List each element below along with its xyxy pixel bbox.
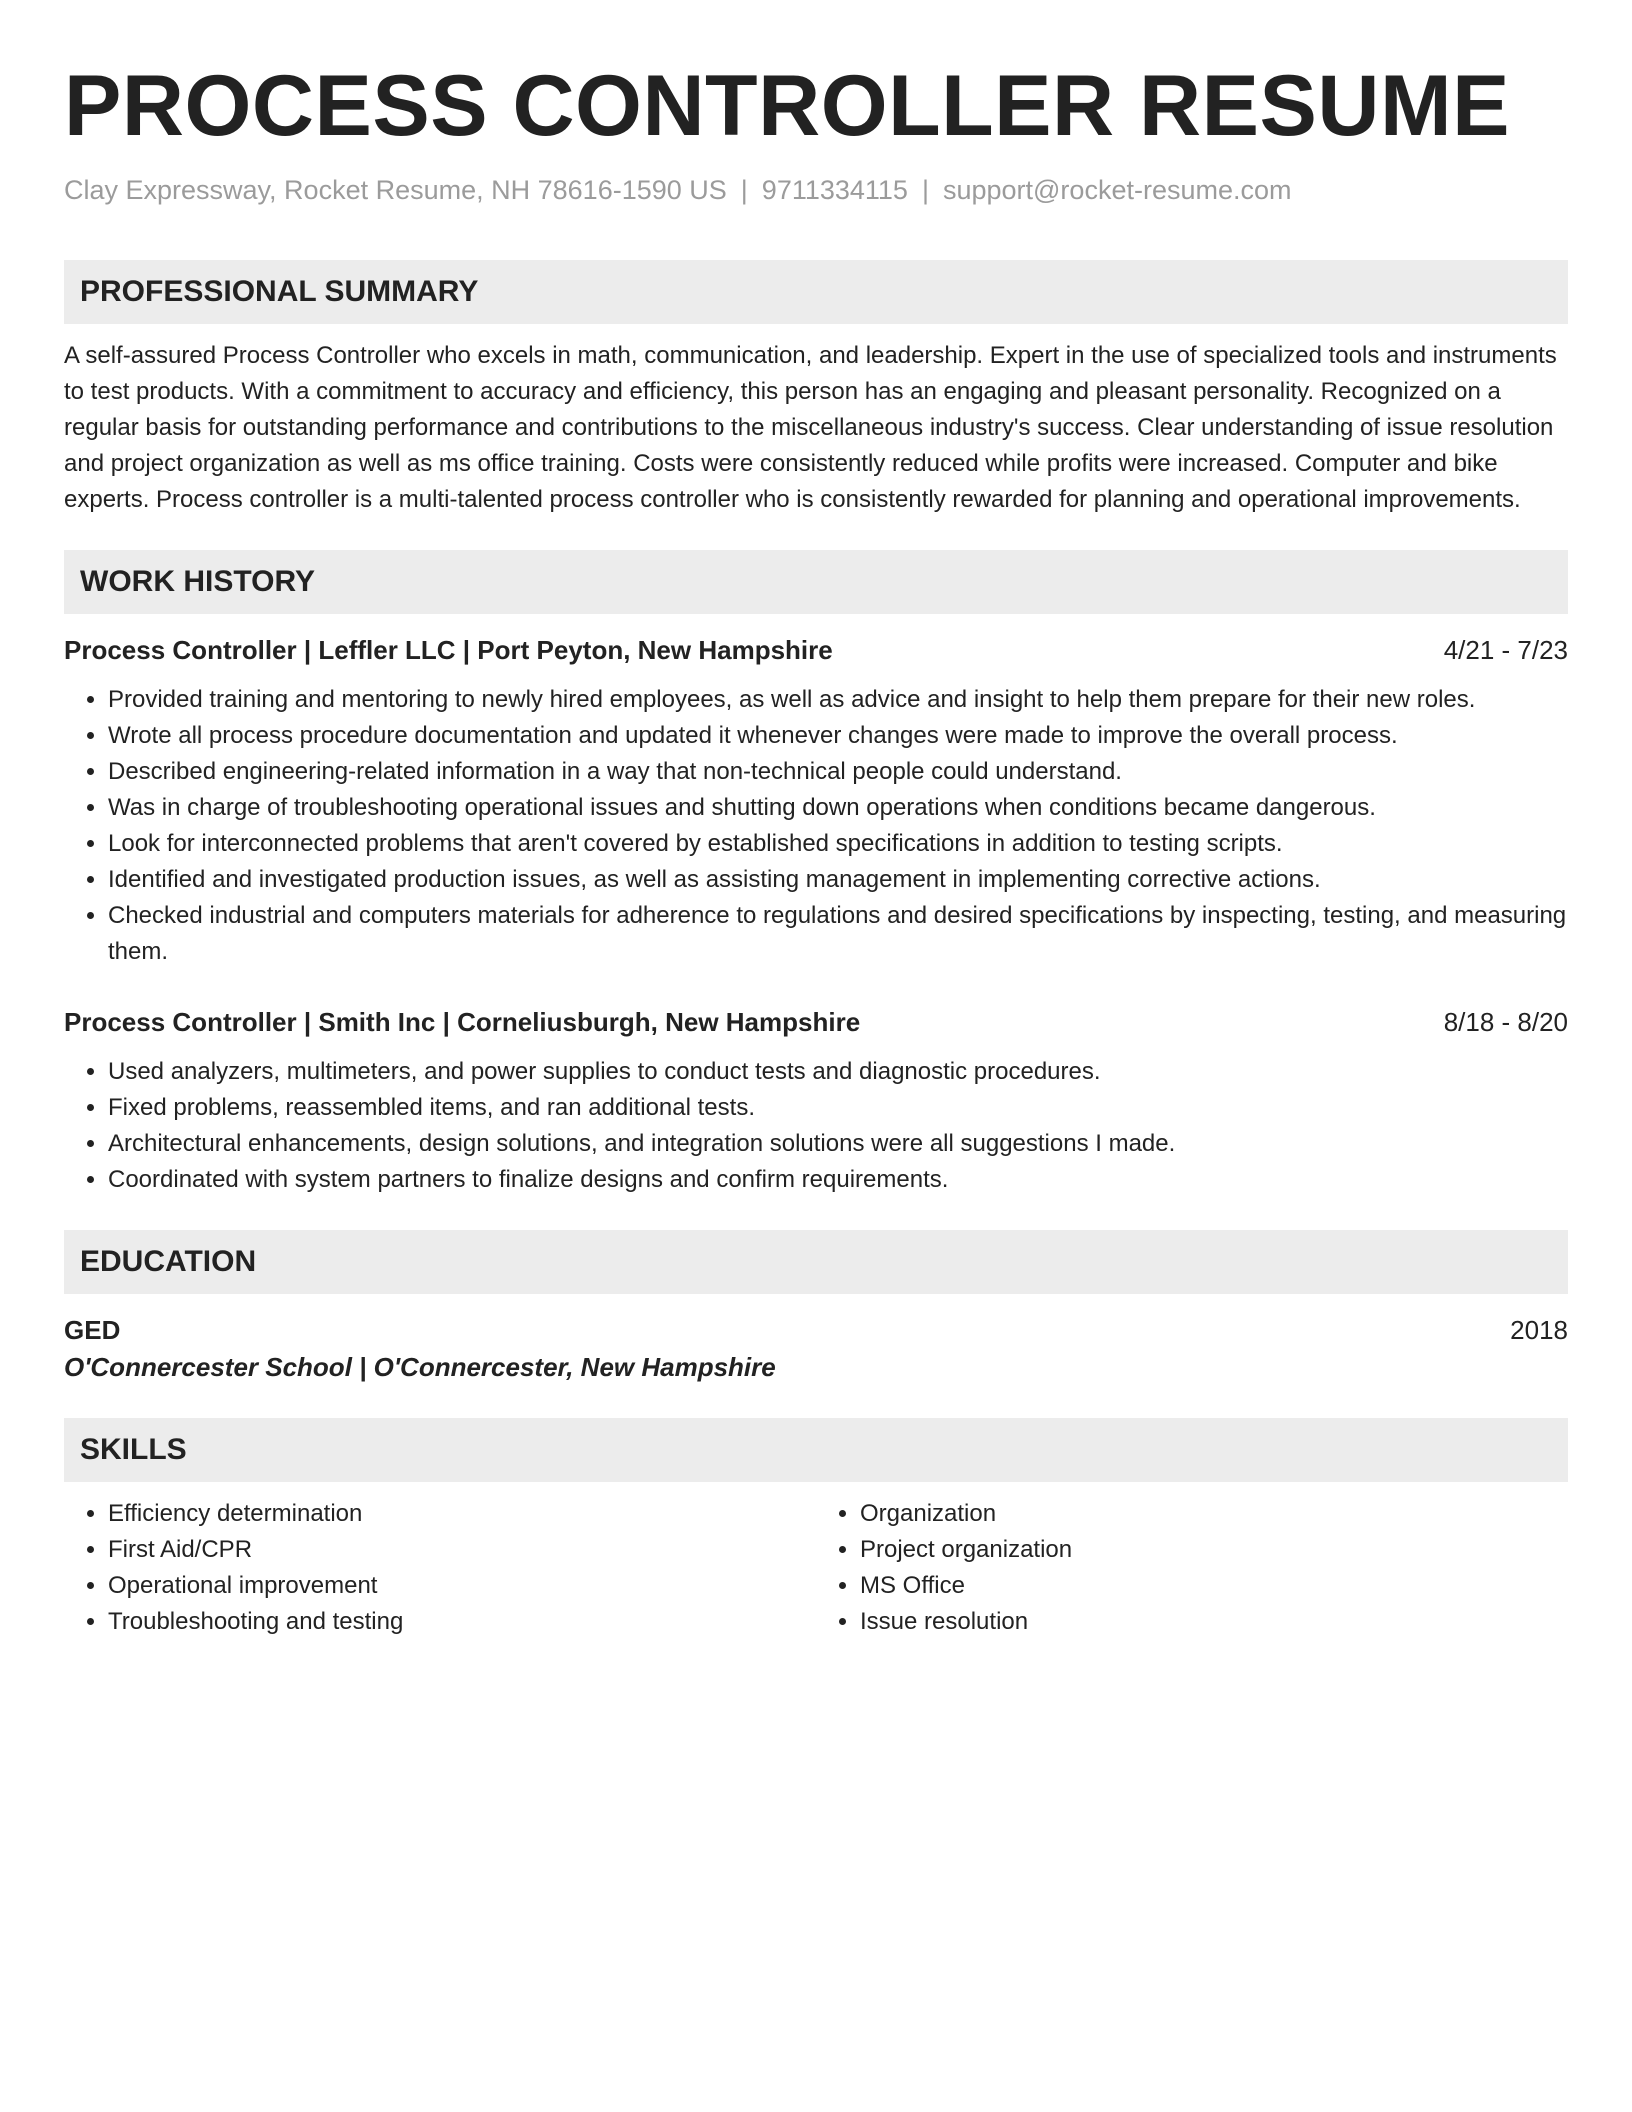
job-title: Process Controller | Leffler LLC | Port Peyton, New Hampshire bbox=[64, 635, 833, 665]
section-header-summary: PROFESSIONAL SUMMARY bbox=[64, 260, 1568, 324]
section-header-work-history: WORK HISTORY bbox=[64, 550, 1568, 614]
education-heading bbox=[64, 1312, 1568, 1348]
job-heading bbox=[64, 632, 1568, 668]
skills-list bbox=[64, 1496, 1568, 1640]
skill-item: • MS Office bbox=[860, 1568, 1568, 1604]
skill-item: • Efficiency determination bbox=[108, 1496, 816, 1532]
contact-line bbox=[64, 172, 1568, 208]
skill-item: • Operational improvement bbox=[108, 1568, 816, 1604]
job-bullet: • Described engineering-related information in a way that non-technical people could understand. bbox=[108, 754, 1568, 790]
job-bullet: • Provided training and mentoring to newly hired employees, as well as advice and insight to help them prepare for their new roles. bbox=[108, 682, 1568, 718]
education-degree: GED bbox=[64, 1315, 121, 1345]
contact-address: Clay Expressway, Rocket Resume, NH 78616-1590 US bbox=[64, 175, 727, 205]
section-header-skills: SKILLS bbox=[64, 1418, 1568, 1482]
job-bullet: • Was in charge of troubleshooting operational issues and shutting down operations when conditions became dangerous. bbox=[108, 790, 1568, 826]
skill-item: • Troubleshooting and testing bbox=[108, 1604, 816, 1640]
contact-email: support@rocket-resume.com bbox=[942, 175, 1292, 205]
summary-text: A self-assured Process Controller who excels in math, communication, and leadership. Expert in the use of specialized tools and instruments to test products. With a commitment to accuracy and efficiency, this person has an engaging and pleasant personality. Recognized on a regular basis for outstanding performance and contributions to the miscellaneous industry's success. Clear understanding of issue resolution and project organization as well as ms office training. Costs were consistently reduced while profits were increased. Computer and bike experts. Process controller is a multi-talented process controller who is consistently rewarded for planning and operational improvements. bbox=[64, 342, 1557, 513]
job-bullet: • Checked industrial and computers materials for adherence to regulations and desired specifications by inspecting, testing, and measuring them. bbox=[108, 898, 1568, 970]
job-bullets bbox=[64, 1054, 1568, 1198]
job-bullets bbox=[64, 682, 1568, 970]
job-dates: 8/18 - 8/20 bbox=[1443, 1007, 1568, 1037]
education-school: O'Connercester School | O'Connercester, New Hampshire bbox=[64, 1352, 776, 1382]
job-bullet: • Look for interconnected problems that aren't covered by established specifications in addition to testing scripts. bbox=[108, 826, 1568, 862]
education-year: 2018 bbox=[1510, 1315, 1568, 1345]
job-bullet: • Architectural enhancements, design solutions, and integration solutions were all suggestions I made. bbox=[108, 1126, 1568, 1162]
skills-column-left bbox=[64, 1496, 816, 1640]
contact-separator: | bbox=[740, 175, 748, 205]
skill-item: • First Aid/CPR bbox=[108, 1532, 816, 1568]
job-heading bbox=[64, 1004, 1568, 1040]
job-bullet: • Wrote all process procedure documentation and updated it whenever changes were made to improve the overall process. bbox=[108, 718, 1568, 754]
skill-item: • Issue resolution bbox=[860, 1604, 1568, 1640]
job-bullet: • Fixed problems, reassembled items, and ran additional tests. bbox=[108, 1090, 1568, 1126]
job-entry bbox=[64, 632, 1568, 970]
section-header-education: EDUCATION bbox=[64, 1230, 1568, 1294]
job-bullet: • Identified and investigated production issues, as well as assisting management in implementing corrective actions. bbox=[108, 862, 1568, 898]
job-bullet: • Coordinated with system partners to finalize designs and confirm requirements. bbox=[108, 1162, 1568, 1198]
skill-item: • Organization bbox=[860, 1496, 1568, 1532]
education-entry bbox=[64, 1312, 1568, 1386]
job-dates: 4/21 - 7/23 bbox=[1443, 635, 1568, 665]
job-title: Process Controller | Smith Inc | Corneliusburgh, New Hampshire bbox=[64, 1007, 861, 1037]
contact-phone: 9711334115 bbox=[761, 175, 908, 205]
job-entry bbox=[64, 1004, 1568, 1198]
skill-item: • Project organization bbox=[860, 1532, 1568, 1568]
skills-column-right bbox=[816, 1496, 1568, 1640]
resume-title: PROCESS CONTROLLER RESUME bbox=[64, 58, 1510, 154]
contact-separator: | bbox=[921, 175, 929, 205]
job-bullet: • Used analyzers, multimeters, and power supplies to conduct tests and diagnostic procedures. bbox=[108, 1054, 1568, 1090]
